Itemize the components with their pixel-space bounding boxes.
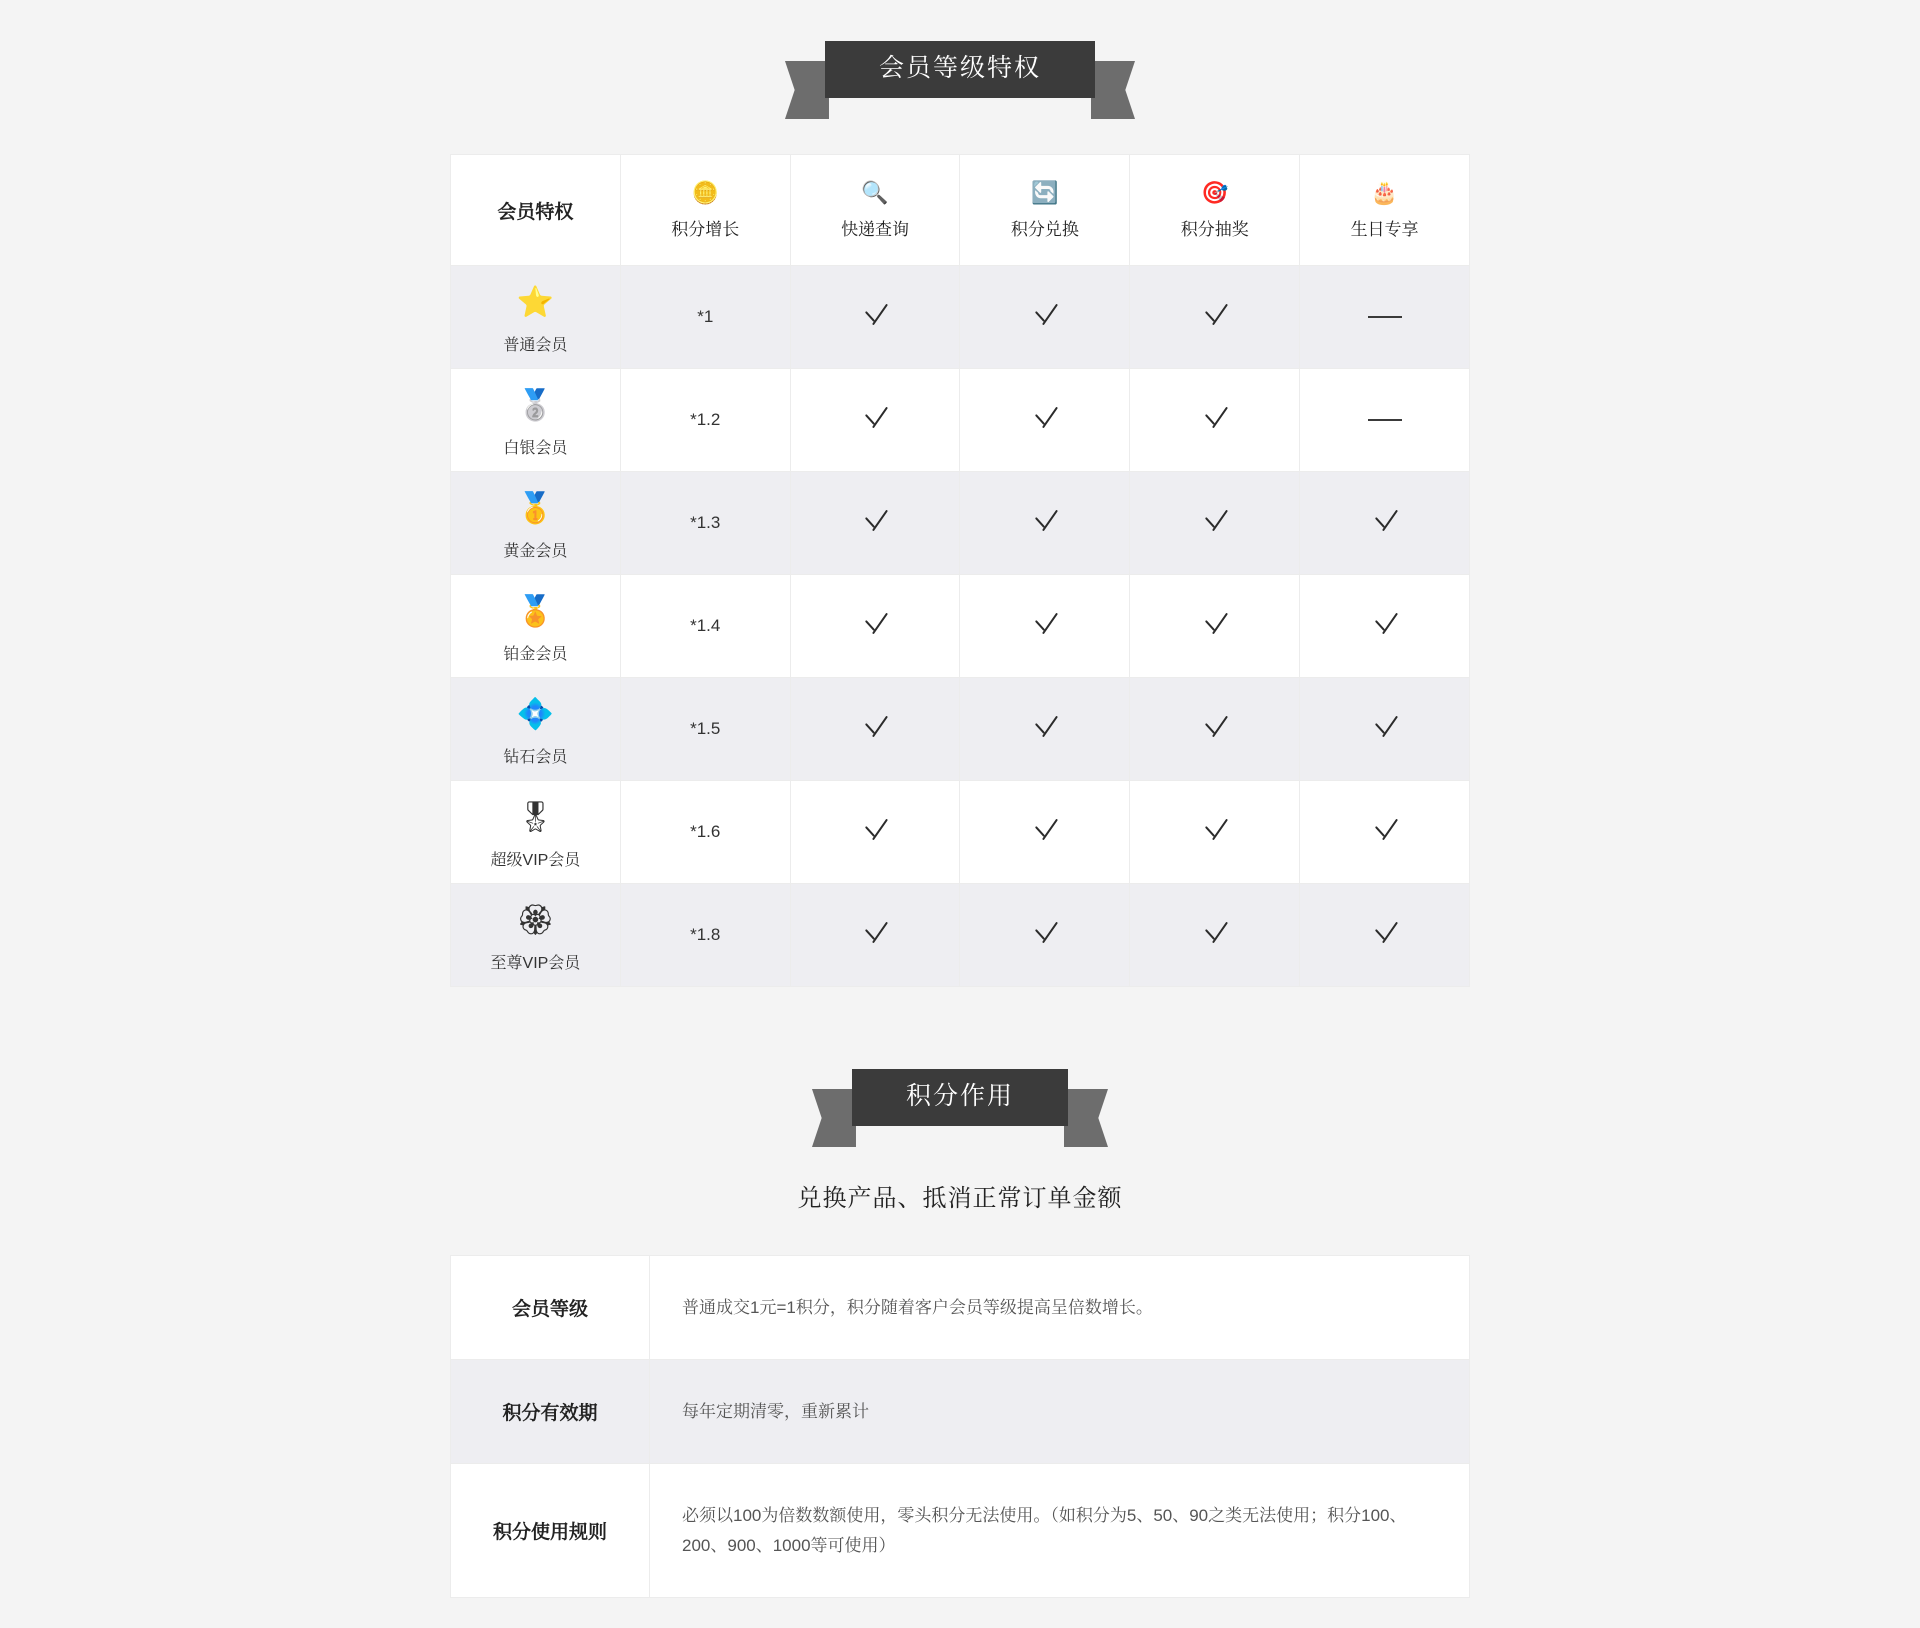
diamond-badge-icon: 💠: [516, 697, 555, 731]
silver-medal-badge-icon: 🥈: [516, 388, 555, 422]
privileges-banner: [0, 41, 1920, 98]
table-row: [451, 884, 1470, 987]
check-icon: [1030, 609, 1060, 639]
check-icon: [1030, 712, 1060, 742]
check-icon: [860, 403, 890, 433]
check-icon: [1200, 712, 1230, 742]
rules-table-body: [451, 1256, 1470, 1598]
points-subtitle: 兑换产品、抵消正常订单金额: [797, 1185, 1123, 1212]
exchange-cell: [960, 781, 1130, 884]
ribbon: [852, 1069, 1068, 1126]
table-header-row: [451, 155, 1470, 266]
lottery-cell: [1130, 678, 1300, 781]
exchange-cell: [960, 678, 1130, 781]
multiplier-cell: *1.3: [620, 472, 790, 575]
lottery-cell: [1130, 781, 1300, 884]
table-row: [451, 1464, 1470, 1598]
level-cell: [451, 575, 621, 678]
lottery-cell: [1130, 884, 1300, 987]
level-name: 白银会员: [503, 439, 568, 457]
express-cell: [790, 369, 960, 472]
ribbon-tail-left: [812, 1089, 856, 1147]
check-icon: [860, 609, 890, 639]
check-icon: [860, 712, 890, 742]
birthday-cell: [1300, 266, 1470, 369]
birthday-cell: [1300, 575, 1470, 678]
rules-table-block: [450, 1255, 1470, 1598]
level-cell: [451, 678, 621, 781]
express-cell: [790, 472, 960, 575]
check-icon: [860, 918, 890, 948]
multiplier-cell: *1: [620, 266, 790, 369]
dash-icon: [1368, 419, 1402, 421]
exchange-cell: [960, 575, 1130, 678]
column-header-points-growth: [620, 155, 790, 266]
express-cell: [790, 266, 960, 369]
column-header-points-growth-label: 积分增长: [671, 220, 740, 239]
check-icon: [1030, 300, 1060, 330]
column-header-birthday: [1300, 155, 1470, 266]
check-icon: [860, 815, 890, 845]
birthday-cell: [1300, 369, 1470, 472]
check-icon: [1030, 506, 1060, 536]
check-icon: [1030, 403, 1060, 433]
rule-label: 积分使用规则: [451, 1464, 650, 1598]
check-icon: [1200, 609, 1230, 639]
privileges-table-body: [451, 266, 1470, 987]
check-icon: [1370, 609, 1400, 639]
bottom-spacer: [0, 1598, 1920, 1628]
privileges-banner-title: 会员等级特权: [825, 41, 1095, 98]
check-icon: [1200, 403, 1230, 433]
check-icon: [1030, 918, 1060, 948]
privileges-table-head: [451, 155, 1470, 266]
rule-label: 积分有效期: [451, 1360, 650, 1464]
level-cell: [451, 472, 621, 575]
platinum-medal-badge-icon: 🏅: [516, 594, 555, 628]
table-row: [451, 1360, 1470, 1464]
coins-icon: 🪙: [691, 180, 719, 205]
column-header-points-exchange-label: 积分兑换: [1010, 220, 1079, 239]
exchange-cell: [960, 369, 1130, 472]
birthday-cell: [1300, 678, 1470, 781]
check-icon: [1370, 712, 1400, 742]
table-row: [451, 678, 1470, 781]
check-icon: [860, 506, 890, 536]
multiplier-cell: *1.6: [620, 781, 790, 884]
cake-icon: 🎂: [1370, 180, 1399, 205]
express-cell: [790, 781, 960, 884]
column-header-points-lottery-label: 积分抽奖: [1180, 220, 1249, 239]
level-cell: [451, 884, 621, 987]
column-header-points-lottery: [1130, 155, 1300, 266]
multiplier-cell: *1.2: [620, 369, 790, 472]
level-cell: [451, 266, 621, 369]
rule-text: 每年定期清零，重新累计: [650, 1360, 1470, 1464]
check-icon: [1200, 506, 1230, 536]
super-vip-badge-icon: 🎖: [516, 800, 555, 834]
dash-icon: [1368, 316, 1402, 318]
multiplier-cell: *1.5: [620, 678, 790, 781]
lottery-cell: [1130, 472, 1300, 575]
column-header-express-query-label: 快递查询: [841, 220, 910, 239]
ribbon-tail-right: [1091, 61, 1135, 119]
column-header-points-exchange: [960, 155, 1130, 266]
rule-text: 普通成交1元=1积分，积分随着客户会员等级提高呈倍数增长。: [650, 1256, 1470, 1360]
table-row: [451, 1256, 1470, 1360]
birthday-cell: [1300, 472, 1470, 575]
table-row: [451, 781, 1470, 884]
exchange-cell: [960, 472, 1130, 575]
lottery-cell: [1130, 575, 1300, 678]
exchange-cell: [960, 266, 1130, 369]
check-icon: [1200, 918, 1230, 948]
check-icon: [1200, 300, 1230, 330]
column-header-express-query: [790, 155, 960, 266]
check-icon: [1370, 506, 1400, 536]
level-cell: [451, 781, 621, 884]
gold-medal-badge-icon: 🥇: [516, 491, 555, 525]
express-cell: [790, 884, 960, 987]
level-name: 至尊VIP会员: [490, 954, 581, 972]
rule-text: 必须以100为倍数数额使用，零头积分无法使用。（如积分为5、50、90之类无法使用；积分100、200、900、1000等可使用）: [650, 1464, 1470, 1598]
table-row: [451, 369, 1470, 472]
check-icon: [1030, 815, 1060, 845]
level-name: 普通会员: [503, 336, 568, 354]
points-banner-title: 积分作用: [852, 1069, 1068, 1126]
search-icon: 🔍: [861, 180, 889, 205]
check-icon: [860, 300, 890, 330]
exchange-cell: [960, 884, 1130, 987]
lottery-cell: [1130, 369, 1300, 472]
level-name: 钻石会员: [503, 748, 568, 766]
target-icon: 🎯: [1201, 180, 1229, 205]
exchange-icon: 🔄: [1031, 180, 1059, 205]
multiplier-cell: *1.8: [620, 884, 790, 987]
points-banner: [0, 1069, 1920, 1126]
supreme-vip-badge-icon: 🏵: [516, 903, 555, 937]
table-row: [451, 472, 1470, 575]
birthday-cell: [1300, 781, 1470, 884]
table-row: [451, 266, 1470, 369]
lottery-cell: [1130, 266, 1300, 369]
check-icon: [1200, 815, 1230, 845]
privileges-table: [450, 154, 1470, 987]
birthday-cell: [1300, 884, 1470, 987]
ribbon-tail-left: [785, 61, 829, 119]
express-cell: [790, 678, 960, 781]
multiplier-cell: *1.4: [620, 575, 790, 678]
privileges-table-block: [450, 154, 1470, 987]
column-header-privilege: 会员特权: [451, 155, 621, 266]
check-icon: [1370, 815, 1400, 845]
star-badge-icon: ⭐: [516, 285, 555, 319]
rules-table: [450, 1255, 1470, 1598]
check-icon: [1370, 918, 1400, 948]
level-name: 铂金会员: [503, 645, 568, 663]
level-cell: [451, 369, 621, 472]
level-name: 黄金会员: [503, 542, 568, 560]
express-cell: [790, 575, 960, 678]
table-row: [451, 575, 1470, 678]
ribbon-tail-right: [1064, 1089, 1108, 1147]
level-name: 超级VIP会员: [490, 851, 581, 869]
rule-label: 会员等级: [451, 1256, 650, 1360]
ribbon: [825, 41, 1095, 98]
column-header-birthday-label: 生日专享: [1350, 220, 1419, 239]
